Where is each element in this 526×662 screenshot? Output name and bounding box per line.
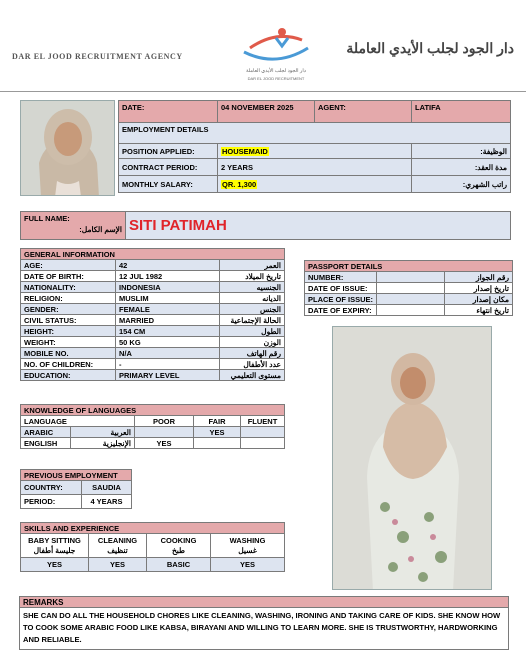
position-label: POSITION APPLIED: bbox=[119, 144, 218, 159]
civil-status-label: CIVIL STATUS: bbox=[21, 315, 116, 326]
issue-place-value bbox=[377, 294, 445, 305]
skill-cooking-ar: طبخ bbox=[171, 545, 186, 555]
position-value: HOUSEMAID bbox=[222, 146, 268, 156]
table-row bbox=[305, 294, 513, 305]
country-label: COUNTRY: bbox=[21, 481, 82, 495]
gender-value: FEMALE bbox=[116, 304, 220, 315]
dob-label: DATE OF BIRTH: bbox=[21, 271, 116, 282]
table-row bbox=[21, 348, 285, 359]
passport-number-label-ar: رقم الجواز bbox=[445, 272, 513, 283]
height-label: HEIGHT: bbox=[21, 326, 116, 337]
fair-header: FAIR bbox=[194, 416, 241, 427]
skill-baby-sitting-value: YES bbox=[21, 558, 89, 572]
arabic-language-name: ARABIC bbox=[21, 427, 71, 438]
age-label-ar: العمر bbox=[220, 260, 285, 271]
table-row bbox=[21, 304, 285, 315]
civil-status-label-ar: الحالة الإجتماعية bbox=[220, 315, 285, 326]
nationality-label: NATIONALITY: bbox=[21, 282, 116, 293]
skill-washing-ar: غسيل bbox=[238, 545, 257, 555]
applicant-full-body-photo bbox=[332, 326, 492, 590]
contract-label: CONTRACT PERIOD: bbox=[119, 159, 218, 176]
english-fluent bbox=[241, 438, 285, 449]
gender-label: GENDER: bbox=[21, 304, 116, 315]
skill-cooking-value: BASIC bbox=[147, 558, 211, 572]
expiry-date-label-ar: تاريخ انتهاء bbox=[445, 305, 513, 316]
table-row bbox=[21, 315, 285, 326]
salary-value: QR. 1,300 bbox=[222, 179, 257, 189]
table-row bbox=[21, 282, 285, 293]
remarks-section bbox=[19, 596, 509, 650]
language-header: LANGUAGE bbox=[21, 416, 135, 427]
height-value: 154 CM bbox=[116, 326, 220, 337]
salary-cell bbox=[218, 176, 412, 193]
issue-place-label: PLACE OF ISSUE: bbox=[305, 294, 377, 305]
dob-label-ar: تاريخ الميلاد bbox=[220, 271, 285, 282]
agency-name-english: DAR EL JOOD RECRUITMENT AGENCY bbox=[12, 52, 183, 61]
agent-label: AGENT: bbox=[315, 101, 412, 123]
full-name-value: SITI PATIMAH bbox=[126, 212, 511, 240]
nationality-value: INDONESIA bbox=[116, 282, 220, 293]
nationality-label-ar: الجنسيه bbox=[220, 282, 285, 293]
education-label-ar: مستوى التعليمي bbox=[220, 370, 285, 381]
contract-value: 2 YEARS bbox=[218, 159, 412, 176]
passport-number-label: NUMBER: bbox=[305, 272, 377, 283]
weight-label-ar: الوزن bbox=[220, 337, 285, 348]
logo-text-arabic: دار الجود لجلب الأيدي العاملة bbox=[246, 68, 306, 74]
expiry-date-label: DATE OF EXPIRY: bbox=[305, 305, 377, 316]
remarks-title: REMARKS bbox=[19, 596, 509, 608]
age-value: 42 bbox=[116, 260, 220, 271]
issue-place-label-ar: مكان إصدار bbox=[445, 294, 513, 305]
height-label-ar: الطول bbox=[220, 326, 285, 337]
previous-employment-table bbox=[20, 469, 132, 509]
applicant-portrait-photo bbox=[20, 100, 115, 196]
children-value: - bbox=[116, 359, 220, 370]
languages-table bbox=[20, 404, 285, 449]
general-info-title: GENERAL INFORMATION bbox=[21, 249, 285, 260]
table-row bbox=[305, 283, 513, 294]
date-value: 04 NOVEMBER 2025 bbox=[218, 101, 315, 123]
table-row bbox=[21, 293, 285, 304]
header-divider bbox=[0, 91, 526, 92]
table-row bbox=[305, 305, 513, 316]
poor-header: POOR bbox=[135, 416, 194, 427]
dob-value: 12 JUL 1982 bbox=[116, 271, 220, 282]
table-row bbox=[21, 260, 285, 271]
top-details-table bbox=[118, 100, 511, 193]
full-name-label-ar: الإسم الكامل: bbox=[79, 225, 122, 234]
arabic-fluent bbox=[241, 427, 285, 438]
religion-label: RELIGION: bbox=[21, 293, 116, 304]
religion-value: MUSLIM bbox=[116, 293, 220, 304]
skills-title: SKILLS AND EXPERIENCE bbox=[21, 523, 285, 534]
mobile-value: N/A bbox=[116, 348, 220, 359]
mobile-label: MOBILE NO. bbox=[21, 348, 116, 359]
skill-cleaning-ar: تنظيف bbox=[107, 545, 128, 555]
period-value: 4 YEARS bbox=[82, 495, 132, 509]
mobile-label-ar: رقم الهاتف bbox=[220, 348, 285, 359]
weight-label: WEIGHT: bbox=[21, 337, 116, 348]
salary-label-ar: راتب الشهري: bbox=[412, 176, 511, 193]
logo-icon bbox=[236, 22, 316, 66]
skills-table bbox=[20, 522, 285, 572]
english-poor: YES bbox=[135, 438, 194, 449]
weight-value: 50 KG bbox=[116, 337, 220, 348]
general-information-table bbox=[20, 248, 285, 381]
skill-washing-header bbox=[211, 534, 285, 558]
issue-date-label: DATE OF ISSUE: bbox=[305, 283, 377, 294]
education-value: PRIMARY LEVEL bbox=[116, 370, 220, 381]
skill-cooking-en: COOKING bbox=[160, 535, 197, 545]
skill-baby-sitting-header bbox=[21, 534, 89, 558]
skill-washing-en: WASHING bbox=[229, 535, 266, 545]
logo-text-english: DAR EL JOOD RECRUITMENT bbox=[247, 76, 305, 81]
country-value: SAUDIA bbox=[82, 481, 132, 495]
english-language-name-ar: الإنجليزية bbox=[71, 438, 135, 449]
table-row bbox=[21, 438, 285, 449]
religion-label-ar: الديانه bbox=[220, 293, 285, 304]
passport-number-value bbox=[377, 272, 445, 283]
skill-cleaning-en: CLEANING bbox=[97, 535, 138, 545]
remarks-text: SHE CAN DO ALL THE HOUSEHOLD CHORES LIKE CLEANING, WASHING, IRONING AND TAKING CARE OF KIDS. SHE KNOW HOW TO COOK SOME ARABIC FOOD LIKE KABSA, BIRAYANI AND WILLING TO LEARN MORE. SHE IS TRUSTWORTHY, HARDWORKING AND RELIABLE. bbox=[19, 608, 509, 650]
date-label: DATE: bbox=[119, 101, 218, 123]
agency-name-arabic: دار الجود لجلب الأيدي العاملة bbox=[346, 40, 514, 56]
fluent-header: FLUENT bbox=[241, 416, 285, 427]
skill-cooking-header bbox=[147, 534, 211, 558]
agent-value: LATIFA bbox=[412, 101, 511, 123]
gender-label-ar: الجنس bbox=[220, 304, 285, 315]
table-row bbox=[21, 481, 132, 495]
table-row bbox=[21, 271, 285, 282]
arabic-poor bbox=[135, 427, 194, 438]
age-label: AGE: bbox=[21, 260, 116, 271]
table-row bbox=[21, 370, 285, 381]
position-label-ar: الوظيفة: bbox=[412, 144, 511, 159]
table-row bbox=[21, 337, 285, 348]
languages-title: KNOWLEDGE OF LANGUAGES bbox=[21, 405, 285, 416]
skill-baby-sitting-en: BABY SITTING bbox=[28, 535, 81, 545]
table-row bbox=[305, 272, 513, 283]
issue-date-label-ar: تاريخ إصدار bbox=[445, 283, 513, 294]
period-label: PERIOD: bbox=[21, 495, 82, 509]
arabic-language-name-ar: العربية bbox=[71, 427, 135, 438]
skill-washing-value: YES bbox=[211, 558, 285, 572]
children-label: NO. OF CHILDREN: bbox=[21, 359, 116, 370]
employment-details-title: EMPLOYMENT DETAILS bbox=[119, 123, 511, 144]
full-name-label-cell bbox=[21, 212, 126, 240]
previous-employment-title: PREVIOUS EMPLOYMENT bbox=[21, 470, 132, 481]
children-label-ar: عدد الأطفال bbox=[220, 359, 285, 370]
expiry-date-value bbox=[377, 305, 445, 316]
position-cell bbox=[218, 144, 412, 159]
arabic-fair: YES bbox=[194, 427, 241, 438]
full-name-table bbox=[20, 211, 511, 240]
table-row bbox=[21, 427, 285, 438]
table-row bbox=[21, 558, 285, 572]
issue-date-value bbox=[377, 283, 445, 294]
table-row bbox=[21, 326, 285, 337]
skill-baby-sitting-ar: جليسة أطفال bbox=[33, 545, 76, 555]
education-label: EDUCATION: bbox=[21, 370, 116, 381]
skill-cleaning-header bbox=[89, 534, 147, 558]
skill-cleaning-value: YES bbox=[89, 558, 147, 572]
contract-label-ar: مدة العقد: bbox=[412, 159, 511, 176]
passport-title: PASSPORT DETAILS bbox=[305, 261, 513, 272]
english-fair bbox=[194, 438, 241, 449]
full-name-label: FULL NAME: bbox=[24, 214, 70, 223]
table-row bbox=[21, 359, 285, 370]
salary-label: MONTHLY SALARY: bbox=[119, 176, 218, 193]
english-language-name: ENGLISH bbox=[21, 438, 71, 449]
civil-status-value: MARRIED bbox=[116, 315, 220, 326]
table-row bbox=[21, 495, 132, 509]
passport-details-table bbox=[304, 260, 513, 316]
agency-logo bbox=[236, 22, 316, 88]
